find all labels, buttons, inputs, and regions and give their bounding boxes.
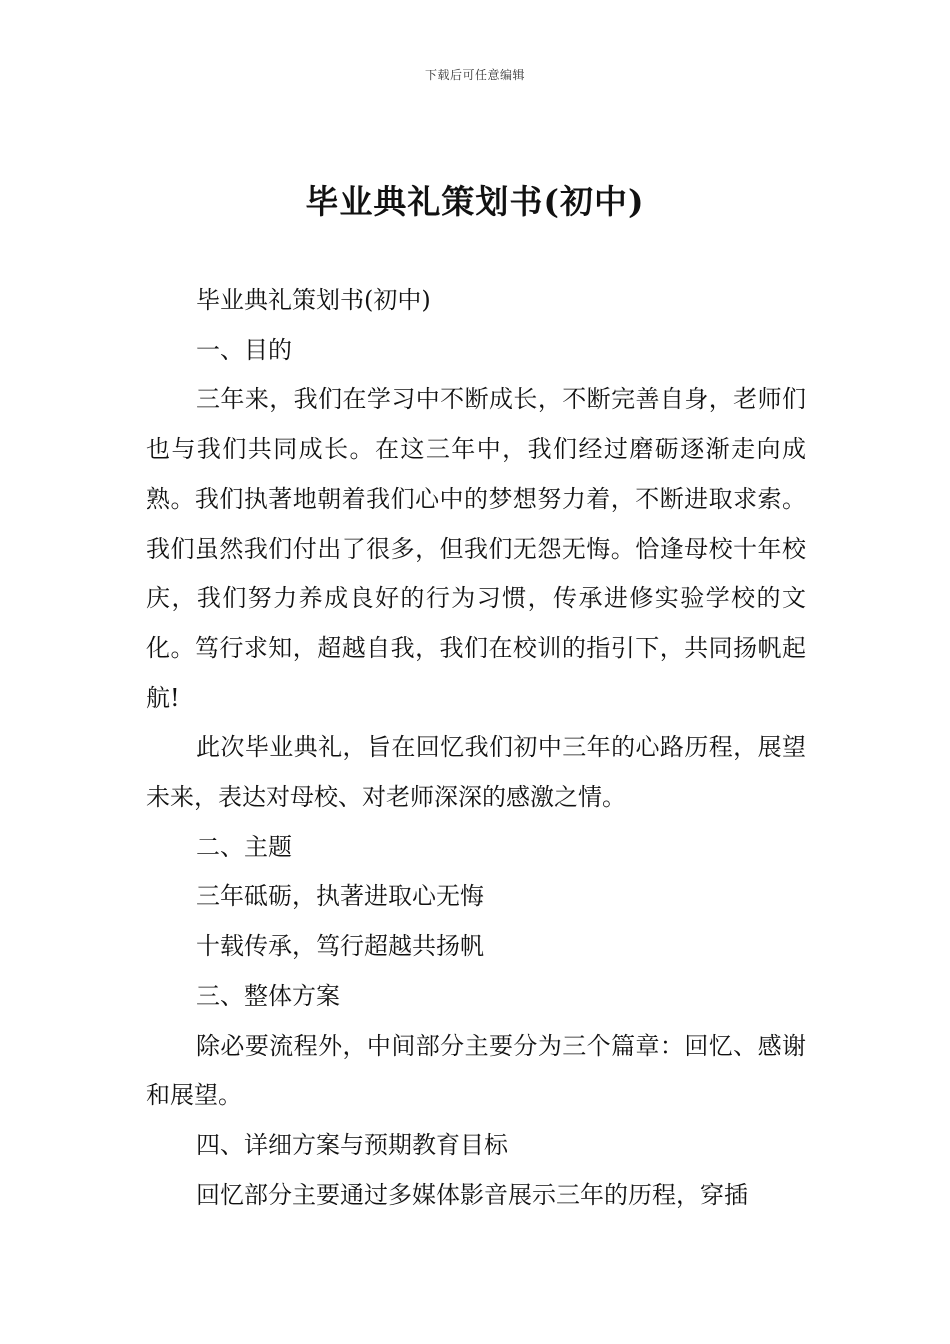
paragraph-detailed-plan: 回忆部分主要通过多媒体影音展示三年的历程，穿插 [196,1180,748,1209]
section-heading-purpose: 一、目的 [196,335,292,364]
section-heading-overall-plan: 三、整体方案 [196,981,340,1010]
section-heading-detailed-plan: 四、详细方案与预期教育目标 [196,1130,508,1159]
document-body [146,276,806,1220]
paragraph-overall-plan: 除必要流程外，中间部分主要分为三个篇章：回忆、感谢和展望。 [146,1031,806,1110]
section-heading-theme: 二、主题 [196,832,292,861]
paragraph-subtitle: 毕业典礼策划书(初中) [196,286,431,314]
header-note: 下载后可任意编辑 [424,68,525,82]
theme-line-2: 十载传承，笃行超越共扬帆 [196,932,484,961]
paragraph-purpose-aim: 此次毕业典礼，旨在回忆我们初中三年的心路历程，展望未来，表达对母校、对老师深深的感激之情。 [146,733,806,812]
theme-line-1: 三年砥砺，执著进取心无悔 [196,882,484,911]
paragraph-purpose-body: 三年来，我们在学习中不断成长，不断完善自身，老师们也与我们共同成长。在这三年中，我们经过磨砺逐渐走向成熟。我们执著地朝着我们心中的梦想努力着，不断进取求索。我们虽然我们付出了很多，但我们无怨无悔。恰逢母校十年校庆，我们努力养成良好的行为习惯，传承进修实验学校的文化。笃行求知，超越自我，我们在校训的指引下，共同扬帆起航! [146,385,806,712]
document-title: 毕业典礼策划书(初中) [305,182,645,221]
